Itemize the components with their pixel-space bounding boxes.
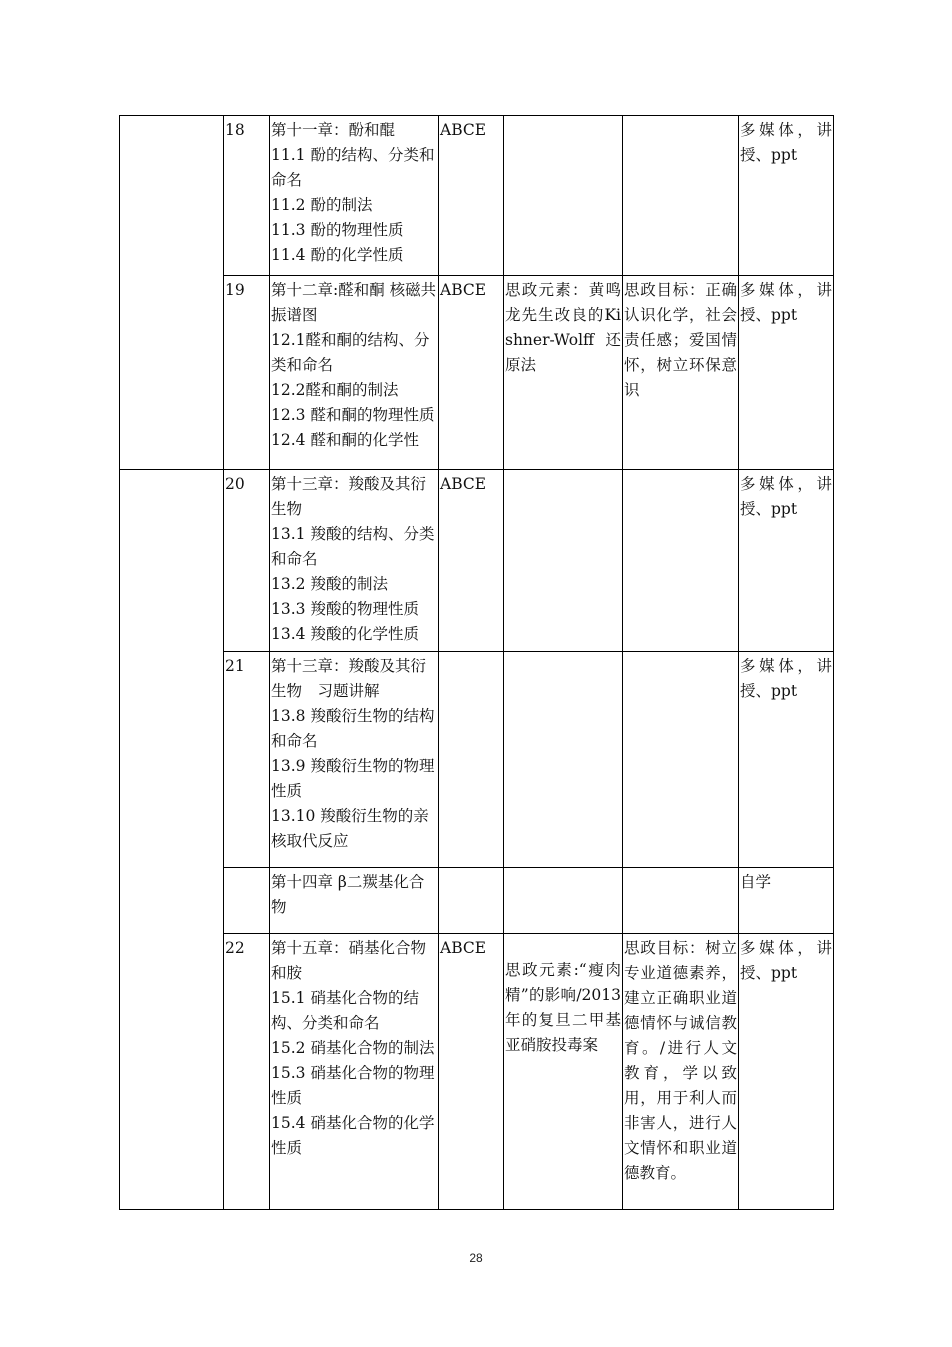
table-row [120,116,834,276]
content-line: 13.1 羧酸的结构、分类和命名 [271,525,435,568]
content-line: 13.4 羧酸的化学性质 [271,625,419,643]
content-line: 第十五章：硝基化合物和胺 [271,939,427,982]
ideology-element-cell: 思政元素:“瘦肉精”的影响/2013年的复旦二甲基亚硝胺投毒案 [504,934,623,1210]
table-row [120,868,834,934]
content-line: 15.1 硝基化合物的结构、分类和命名 [271,989,419,1032]
objectives-cell: ABCE [439,470,504,652]
content-cell [270,276,439,470]
content-cell [270,652,439,868]
ideology-element-cell [504,116,623,276]
content-cell [270,470,439,652]
objectives-cell: ABCE [439,276,504,470]
content-line: 11.4 酚的化学性质 [271,246,404,264]
content-line: 13.3 羧酸的物理性质 [271,600,419,618]
teaching-method-cell: 多媒体，讲授、ppt [739,276,834,470]
content-line: 12.4 醛和酮的化学性 [271,431,419,449]
teaching-method-cell: 多媒体，讲授、ppt [739,934,834,1210]
objectives-cell [439,652,504,868]
week-cell [224,868,270,934]
content-line: 12.3 醛和酮的物理性质 [271,406,435,424]
week-cell: 20 [224,470,270,652]
content-line: 第十四章 β二羰基化合物 [271,873,425,916]
objectives-cell [439,868,504,934]
content-line: 11.2 酚的制法 [271,196,373,214]
teaching-method-cell: 多媒体，讲授、ppt [739,116,834,276]
content-line: 第十三章：羧酸及其衍生物 [271,475,427,518]
week-cell: 21 [224,652,270,868]
content-line: 12.2醛和酮的制法 [271,381,399,399]
content-line: 13.2 羧酸的制法 [271,575,388,593]
content-line: 第十三章：羧酸及其衍生物 习题讲解 [271,657,427,700]
week-cell: 22 [224,934,270,1210]
table-row [120,652,834,868]
teaching-method-cell: 自学 [739,868,834,934]
week-cell: 18 [224,116,270,276]
section-cell [120,470,224,1210]
content-cell [270,934,439,1210]
teaching-method-cell: 多媒体，讲授、ppt [739,470,834,652]
content-line: 15.2 硝基化合物的制法 [271,1039,435,1057]
ideology-goal-cell [623,868,739,934]
table-row [120,276,834,470]
content-line: 13.10 羧酸衍生物的亲核取代反应 [271,807,429,850]
table-row [120,934,834,1210]
ideology-goal-cell: 思政目标：树立专业道德素养，建立正确职业道德情怀与诚信教育。/进行人文教育，学以致用，用于利人而非害人，进行人文情怀和职业道德教育。 [623,934,739,1210]
syllabus-table [119,469,834,1210]
ideology-element-cell [504,652,623,868]
objectives-cell: ABCE [439,116,504,276]
ideology-goal-cell [623,470,739,652]
content-line: 第十二章:醛和酮 核磁共振谱图 [271,281,437,324]
ideology-element-cell: 思政元素：黄鸣龙先生改良的Kishner-Wolff还原法 [504,276,623,470]
content-line: 12.1醛和酮的结构、分类和命名 [271,331,430,374]
teaching-method-cell: 多媒体，讲授、ppt [739,652,834,868]
content-line: 15.4 硝基化合物的化学性质 [271,1114,435,1157]
syllabus-table-continued [119,115,834,470]
content-line: 13.9 羧酸衍生物的物理性质 [271,757,435,800]
content-line: 11.3 酚的物理性质 [271,221,404,239]
page-number: 28 [469,1251,483,1265]
section-cell [120,116,224,470]
ideology-goal-cell: 思政目标：正确认识化学，社会责任感；爱国情怀，树立环保意识 [623,276,739,470]
content-line: 15.3 硝基化合物的物理性质 [271,1064,435,1107]
week-cell: 19 [224,276,270,470]
table-row [120,470,834,652]
content-line: 13.8 羧酸衍生物的结构和命名 [271,707,435,750]
ideology-goal-cell [623,652,739,868]
ideology-goal-cell [623,116,739,276]
objectives-cell: ABCE [439,934,504,1210]
content-cell [270,868,439,934]
ideology-element-cell [504,868,623,934]
ideology-element-cell [504,470,623,652]
content-line: 11.1 酚的结构、分类和命名 [271,146,435,189]
content-cell [270,116,439,276]
content-line: 第十一章：酚和醌 [271,121,396,139]
